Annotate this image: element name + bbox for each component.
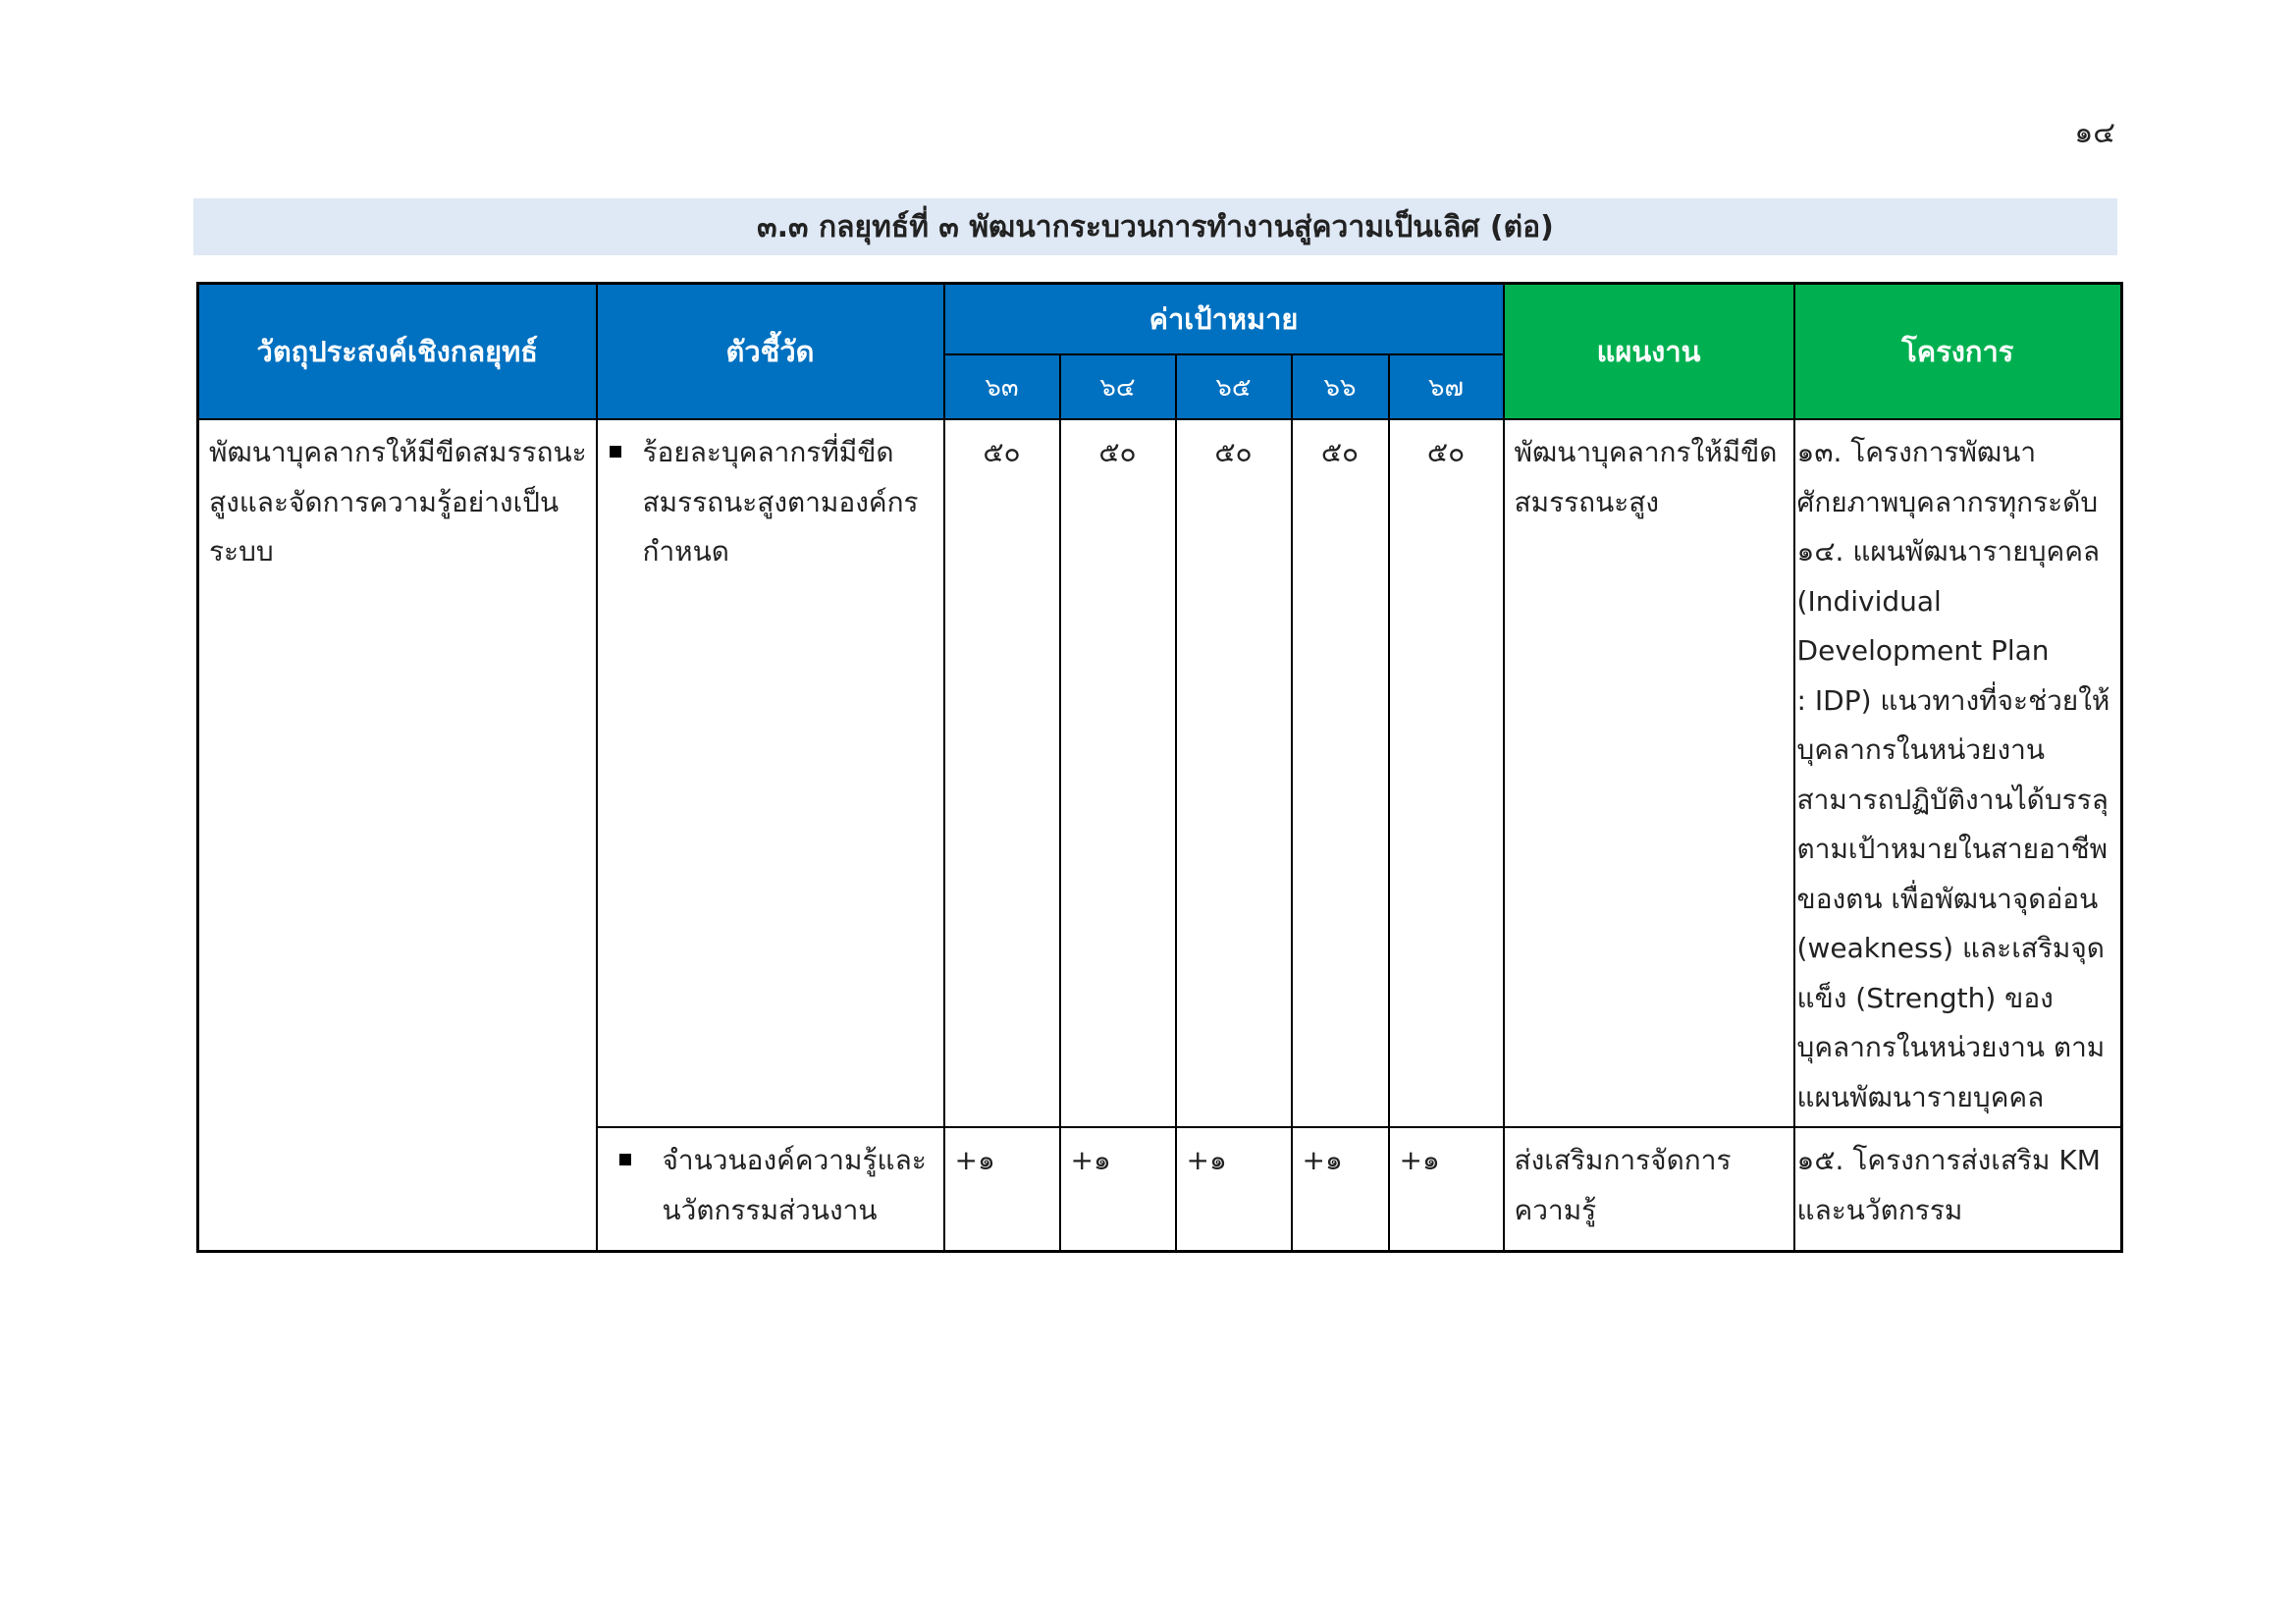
project-line: ตามเป้าหมายในสายอาชีพ	[1796, 833, 2109, 865]
table-row	[198, 419, 2122, 1127]
project-line: ศักยภาพบุคลากรทุกระดับ	[1796, 485, 2099, 518]
target-value: +๑	[1176, 1127, 1292, 1252]
indicator-item	[598, 1136, 943, 1235]
target-value: ๕๐	[1292, 419, 1389, 1127]
year-header: ๖๗	[1389, 354, 1504, 419]
strategy-table	[196, 282, 2123, 1253]
indicator-cell	[597, 1127, 944, 1252]
project-line: ๑๕. โครงการส่งเสริม KM	[1796, 1144, 2101, 1176]
plan-header: แผนงาน	[1504, 284, 1794, 420]
page-number: ๑๔	[2074, 116, 2115, 150]
project-header: โครงการ	[1794, 284, 2122, 420]
project-line: แผนพัฒนารายบุคคล	[1796, 1080, 2045, 1113]
objective-cell: พัฒนาบุคลากรให้มีขีดสมรรถนะสูงและจัดการความรู้อย่างเป็นระบบ	[198, 419, 597, 1252]
project-line: บุคลากรในหน่วยงาน	[1796, 733, 2045, 766]
indicator-header: ตัวชี้วัด	[597, 284, 944, 420]
target-header: ค่าเป้าหมาย	[944, 284, 1504, 355]
objective-header: วัตถุประสงค์เชิงกลยุทธ์	[198, 284, 597, 420]
target-value: ๕๐	[1389, 419, 1504, 1127]
indicator-cell	[597, 419, 944, 1127]
indicator-text: ร้อยละบุคลากรที่มีขีดสมรรถนะสูงตามองค์กรกำหนด	[642, 436, 919, 568]
year-header: ๖๓	[944, 354, 1060, 419]
target-value: ๕๐	[1176, 419, 1292, 1127]
project-cell	[1794, 1127, 2122, 1252]
target-value: +๑	[1389, 1127, 1504, 1252]
year-header: ๖๔	[1060, 354, 1176, 419]
square-bullet-icon	[619, 1154, 631, 1165]
project-line: แข็ง (Strength) ของ	[1796, 981, 2054, 1014]
plan-cell: พัฒนาบุคลากรให้มีขีดสมรรถนะสูง	[1504, 419, 1794, 1127]
target-value: +๑	[1292, 1127, 1389, 1252]
header-row	[198, 284, 2122, 355]
project-line: (weakness) และเสริมจุด	[1796, 932, 2105, 964]
project-cell	[1794, 419, 2122, 1127]
section-title	[193, 198, 2117, 255]
project-line: Development Plan	[1796, 634, 2050, 667]
target-value: +๑	[944, 1127, 1060, 1252]
target-value: +๑	[1060, 1127, 1176, 1252]
project-line: ๑๓. โครงการพัฒนา	[1796, 436, 2037, 468]
project-line: : IDP) แนวทางที่จะช่วยให้	[1796, 683, 2110, 717]
target-value: ๕๐	[1060, 419, 1176, 1127]
target-value: ๕๐	[944, 419, 1060, 1127]
section-title-text: ๓.๓ กลยุทธ์ที่ ๓ พัฒนากระบวนการทำงานสู่ความเป็นเลิศ (ต่อ)	[757, 209, 1554, 244]
project-line: บุคลากรในหน่วยงาน ตาม	[1796, 1031, 2106, 1063]
plan-cell: ส่งเสริมการจัดการความรู้	[1504, 1127, 1794, 1252]
square-bullet-icon	[610, 446, 621, 458]
project-line: ๑๔. แผนพัฒนารายบุคคล	[1796, 535, 2101, 568]
project-line: สามารถปฏิบัติงานได้บรรลุ	[1796, 783, 2109, 816]
indicator-item	[598, 428, 943, 577]
project-line: ของตน เพื่อพัฒนาจุดอ่อน	[1796, 882, 2099, 915]
year-header: ๖๖	[1292, 354, 1389, 419]
year-header: ๖๕	[1176, 354, 1292, 419]
project-line: และนวัตกรรม	[1796, 1193, 1963, 1226]
indicator-text: จำนวนองค์ความรู้และนวัตกรรมส่วนงาน	[662, 1144, 927, 1226]
project-line: (Individual	[1796, 584, 1942, 618]
